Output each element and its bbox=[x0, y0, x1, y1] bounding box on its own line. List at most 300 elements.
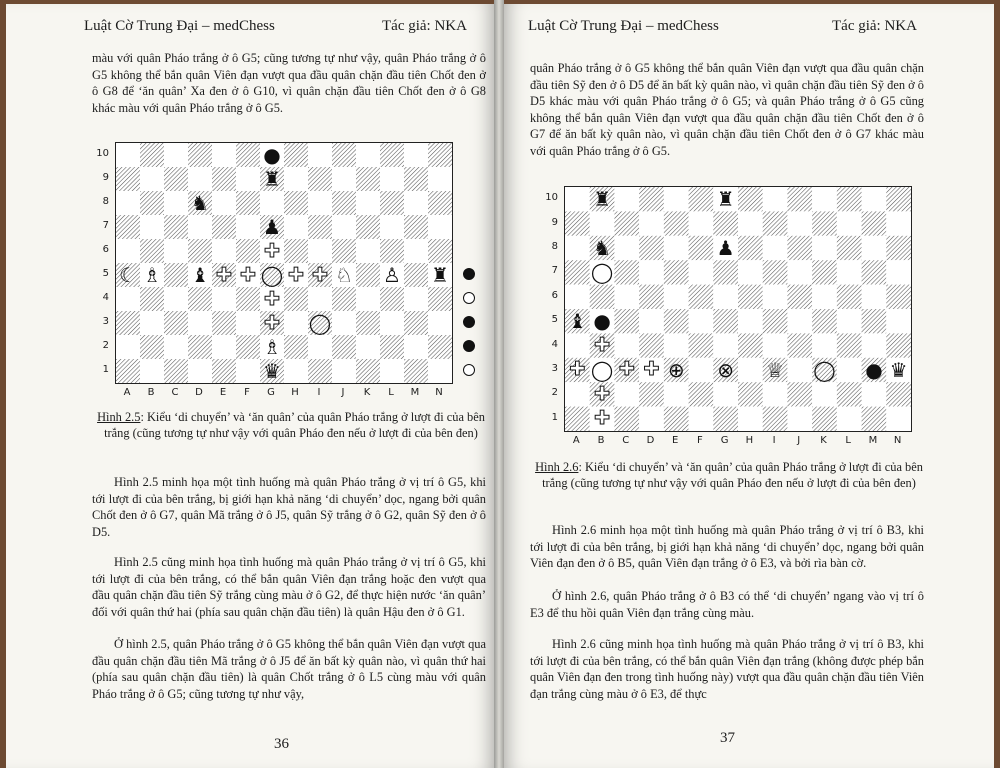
light-square bbox=[664, 187, 689, 211]
dark-square bbox=[664, 407, 689, 431]
dark-square bbox=[837, 333, 862, 357]
move-marker: ✚ bbox=[594, 407, 611, 430]
white-bishop-piece: ♗ bbox=[143, 263, 161, 287]
light-square bbox=[428, 167, 452, 191]
light-square bbox=[639, 309, 664, 333]
figure-caption-text: : Kiểu ‘di chuyển’ và ‘ăn quân’ của quân Pháo trắng ở lượt đi của bên trắng (cũng tương tự như vậy với quân Pháo đen nếu ở lượt đi của bên đen) bbox=[542, 460, 923, 490]
light-square bbox=[664, 236, 689, 260]
dark-square bbox=[639, 285, 664, 309]
file-label: C bbox=[171, 387, 179, 398]
paragraph: Hình 2.5 minh họa một tình huống mà quân Pháo trắng ở vị trí ô G5, khi tới lượt đi của bên trắng, bị giới hạn khả năng ‘di chuyển’ dọc, ngang bởi quân Chốt đen ở ô G7, quân Mã trắng ở ô J5, quân Sỹ trắng ở ô G2, quân Sỹ đen ở ô D5. bbox=[92, 475, 486, 539]
dark-square bbox=[116, 215, 140, 239]
white-ball-piece: ◯ bbox=[308, 311, 332, 335]
dark-square bbox=[332, 143, 356, 167]
dark-square bbox=[639, 333, 664, 357]
light-square bbox=[140, 311, 164, 335]
rank-label: 8 bbox=[102, 196, 109, 207]
dark-square bbox=[738, 333, 763, 357]
file-label: A bbox=[572, 435, 580, 446]
dark-square bbox=[356, 263, 380, 287]
dark-square bbox=[332, 191, 356, 215]
header-author: Tác giả: NKA bbox=[832, 18, 917, 34]
dark-square bbox=[164, 263, 188, 287]
page-number: 36 bbox=[274, 736, 289, 752]
light-square bbox=[837, 407, 862, 431]
light-square bbox=[140, 359, 164, 383]
light-square bbox=[812, 285, 837, 309]
file-label: J bbox=[797, 435, 801, 446]
file-label: E bbox=[219, 387, 227, 398]
light-square bbox=[308, 143, 332, 167]
dark-square bbox=[236, 143, 260, 167]
light-square bbox=[404, 191, 428, 215]
dark-square bbox=[164, 215, 188, 239]
light-square bbox=[886, 211, 911, 235]
light-square bbox=[713, 285, 738, 309]
dark-square bbox=[116, 167, 140, 191]
rank-label: 5 bbox=[551, 314, 558, 326]
dark-square bbox=[404, 359, 428, 383]
dark-square bbox=[713, 260, 738, 284]
light-square bbox=[738, 358, 763, 382]
light-square bbox=[164, 335, 188, 359]
dark-square bbox=[212, 311, 236, 335]
file-label: E bbox=[672, 435, 679, 446]
dark-square bbox=[812, 309, 837, 333]
light-square bbox=[812, 333, 837, 357]
dark-square bbox=[356, 167, 380, 191]
file-label: H bbox=[291, 387, 299, 398]
book-gutter bbox=[494, 0, 504, 768]
light-square bbox=[356, 143, 380, 167]
black-ball-reserve bbox=[463, 268, 475, 280]
light-square bbox=[862, 333, 887, 357]
light-square bbox=[140, 215, 164, 239]
dark-square bbox=[308, 359, 332, 383]
dark-square bbox=[787, 333, 812, 357]
file-label: N bbox=[435, 387, 443, 398]
light-square bbox=[763, 333, 788, 357]
light-square bbox=[738, 407, 763, 431]
light-square bbox=[812, 187, 837, 211]
dark-square bbox=[380, 239, 404, 263]
light-square bbox=[664, 382, 689, 406]
dark-square bbox=[565, 260, 590, 284]
dark-square bbox=[308, 215, 332, 239]
figure-label: Hình 2.5 bbox=[97, 410, 141, 424]
move-marker: ✚ bbox=[264, 239, 280, 262]
light-square bbox=[565, 187, 590, 211]
dark-square bbox=[428, 143, 452, 167]
rank-label: 4 bbox=[102, 292, 109, 303]
light-square bbox=[886, 260, 911, 284]
light-square bbox=[590, 211, 615, 235]
light-square bbox=[862, 187, 887, 211]
dark-square bbox=[738, 285, 763, 309]
light-square bbox=[332, 359, 356, 383]
figure-caption bbox=[96, 410, 486, 441]
light-square bbox=[380, 311, 404, 335]
black-queen-piece: ♛ bbox=[263, 359, 281, 383]
rank-label: 6 bbox=[551, 289, 558, 301]
white-ball-target-piece: ⊕ bbox=[667, 357, 685, 382]
file-label: I bbox=[772, 435, 776, 446]
light-square bbox=[689, 309, 714, 333]
light-square bbox=[236, 359, 260, 383]
dark-square bbox=[236, 287, 260, 311]
rank-label: 10 bbox=[96, 148, 109, 159]
light-square bbox=[356, 287, 380, 311]
dark-square bbox=[787, 285, 812, 309]
dark-square bbox=[664, 260, 689, 284]
paragraph: Hình 2.5 cũng minh họa tình huống mà quân Pháo trắng ở vị trí ô G5, khi tới lượt đi của bên trắng, có thể bắn quân Viên đạn trắng hoặc đen vượt qua đầu quân chặn đầu tiên Sỹ trắng cùng màu ở ô G2, để thực hiện nước ‘ăn quân’ đối với quân thứ hai (phía sau quân chặn đầu tiên) là quân Hậu đen ở ô G1. bbox=[92, 555, 486, 619]
black-rook-piece: ♜ bbox=[593, 187, 612, 212]
light-square bbox=[614, 236, 639, 260]
move-marker: ✚ bbox=[240, 263, 256, 286]
dark-square bbox=[116, 311, 140, 335]
light-square bbox=[188, 311, 212, 335]
light-square bbox=[565, 333, 590, 357]
file-label: I bbox=[317, 387, 321, 398]
rank-label: 3 bbox=[551, 363, 558, 374]
dark-square bbox=[212, 359, 236, 383]
left-page bbox=[6, 4, 496, 768]
dark-square bbox=[284, 287, 308, 311]
light-square bbox=[284, 167, 308, 191]
light-square bbox=[787, 260, 812, 284]
move-marker: ✚ bbox=[264, 311, 280, 334]
light-square bbox=[862, 236, 887, 260]
dark-square bbox=[284, 191, 308, 215]
board-squares bbox=[565, 187, 911, 431]
light-square bbox=[116, 143, 140, 167]
white-ball-reserve bbox=[463, 364, 475, 376]
dark-square bbox=[188, 239, 212, 263]
dark-square bbox=[886, 285, 911, 309]
dark-square bbox=[164, 311, 188, 335]
dark-square bbox=[763, 309, 788, 333]
light-square bbox=[689, 407, 714, 431]
file-label: B bbox=[597, 435, 605, 446]
light-square bbox=[164, 287, 188, 311]
black-advisor-piece: ♝ bbox=[191, 263, 209, 287]
light-square bbox=[236, 167, 260, 191]
move-marker: ✚ bbox=[264, 287, 280, 310]
white-ball-piece: ◯ bbox=[813, 357, 836, 382]
dark-square bbox=[614, 211, 639, 235]
light-square bbox=[140, 167, 164, 191]
light-square bbox=[639, 260, 664, 284]
dark-square bbox=[763, 211, 788, 235]
dark-square bbox=[356, 215, 380, 239]
light-square bbox=[713, 333, 738, 357]
dark-square bbox=[787, 187, 812, 211]
file-label: M bbox=[410, 387, 420, 398]
dark-square bbox=[639, 382, 664, 406]
rank-label: 2 bbox=[551, 387, 558, 399]
rank-label: 9 bbox=[102, 172, 109, 183]
white-pawn-piece: ♙ bbox=[383, 263, 401, 287]
light-square bbox=[664, 333, 689, 357]
light-square bbox=[565, 236, 590, 260]
dark-square bbox=[140, 239, 164, 263]
dark-square bbox=[188, 143, 212, 167]
dark-square bbox=[428, 239, 452, 263]
light-square bbox=[837, 309, 862, 333]
light-square bbox=[763, 285, 788, 309]
light-square bbox=[689, 211, 714, 235]
dark-square bbox=[862, 211, 887, 235]
dark-square bbox=[590, 285, 615, 309]
dark-square bbox=[236, 191, 260, 215]
dark-square bbox=[380, 143, 404, 167]
light-square bbox=[738, 260, 763, 284]
dark-square bbox=[862, 260, 887, 284]
white-advisor-piece: ♗ bbox=[263, 335, 281, 359]
light-square bbox=[212, 239, 236, 263]
light-square bbox=[380, 167, 404, 191]
light-square bbox=[260, 191, 284, 215]
right-page bbox=[502, 4, 994, 768]
black-rook-piece: ♜ bbox=[263, 167, 281, 191]
file-label: K bbox=[820, 435, 827, 446]
light-square bbox=[212, 143, 236, 167]
dark-square bbox=[614, 309, 639, 333]
dark-square bbox=[284, 143, 308, 167]
dark-square bbox=[188, 287, 212, 311]
figure-label: Hình 2.6 bbox=[535, 460, 579, 474]
dark-square bbox=[140, 287, 164, 311]
light-square bbox=[639, 407, 664, 431]
dark-square bbox=[236, 335, 260, 359]
dark-square bbox=[212, 167, 236, 191]
dark-square bbox=[404, 263, 428, 287]
dark-square bbox=[713, 309, 738, 333]
dark-square bbox=[308, 167, 332, 191]
rank-label: 9 bbox=[551, 216, 558, 228]
dark-square bbox=[116, 359, 140, 383]
black-knight-piece: ♞ bbox=[191, 191, 209, 215]
file-label: G bbox=[720, 435, 729, 446]
light-square bbox=[837, 260, 862, 284]
figure-caption bbox=[532, 460, 926, 491]
light-square bbox=[614, 382, 639, 406]
light-square bbox=[614, 285, 639, 309]
dark-square bbox=[404, 167, 428, 191]
file-label: N bbox=[893, 435, 902, 446]
black-rook-piece: ♜ bbox=[716, 187, 735, 212]
dark-square bbox=[689, 187, 714, 211]
dark-square bbox=[380, 191, 404, 215]
dark-square bbox=[713, 407, 738, 431]
black-knight-piece: ♞ bbox=[593, 235, 612, 260]
rank-label: 5 bbox=[102, 268, 109, 279]
file-label: F bbox=[244, 387, 250, 398]
light-square bbox=[614, 187, 639, 211]
light-square bbox=[664, 285, 689, 309]
file-label: D bbox=[195, 387, 203, 398]
dark-square bbox=[886, 333, 911, 357]
light-square bbox=[164, 239, 188, 263]
dark-square bbox=[787, 236, 812, 260]
dark-square bbox=[639, 187, 664, 211]
light-square bbox=[787, 309, 812, 333]
move-marker: ✚ bbox=[288, 263, 304, 286]
light-square bbox=[404, 287, 428, 311]
light-square bbox=[738, 211, 763, 235]
dark-square bbox=[404, 311, 428, 335]
dark-square bbox=[763, 260, 788, 284]
file-label: J bbox=[341, 387, 345, 398]
move-marker: ✚ bbox=[618, 358, 635, 381]
dark-square bbox=[689, 333, 714, 357]
rank-label: 4 bbox=[551, 338, 558, 350]
file-label: L bbox=[845, 435, 851, 446]
dark-square bbox=[565, 407, 590, 431]
move-marker: ✚ bbox=[216, 263, 232, 286]
light-square bbox=[116, 287, 140, 311]
dark-square bbox=[140, 143, 164, 167]
dark-square bbox=[787, 382, 812, 406]
light-square bbox=[404, 239, 428, 263]
light-square bbox=[886, 309, 911, 333]
rank-label: 1 bbox=[102, 364, 109, 375]
light-square bbox=[812, 236, 837, 260]
paragraph: quân Pháo trắng ở ô G5 không thể bắn quân Viên đạn vượt qua đầu quân chặn đầu tiên Sỹ đen ở ô D5 để ăn bất kỳ quân nào, vì quân chặn đầu tiên Sỹ đen ở ô D5 khác màu với quân Pháo trắng ở ô G5; và quân Pháo trắng ở ô G5 cũng không thể bắn quân Viên đạn vượt qua đầu quân chặn đầu tiên Chốt đen ở ô G7 để ăn bất kỳ quân nào, vì quân chặn đầu tiên Chốt đen ở ô G7 khác màu với quân Pháo trắng ở ô G5. bbox=[530, 61, 924, 158]
paragraph: Hình 2.6 cũng minh họa tình huống mà quân Pháo trắng ở vị trí ô B3, khi tới lượt đi của bên trắng, có thể bắn quân Viên đạn trắng (không được phép bắn quân Viên đạn đen trong tình huống này) vượt qua đầu quân chặn đầu tiên Viên đạn trắng cùng màu ở ô E3, để thực bbox=[530, 637, 924, 701]
board-grid bbox=[564, 186, 912, 432]
file-label: D bbox=[646, 435, 655, 446]
light-square bbox=[308, 239, 332, 263]
header-title: Luật Cờ Trung Đại – medChess bbox=[84, 18, 275, 34]
dark-square bbox=[614, 260, 639, 284]
black-ball-piece: ● bbox=[263, 143, 281, 167]
light-square bbox=[862, 382, 887, 406]
chess-board-figure-2-5 bbox=[93, 142, 483, 404]
file-label: A bbox=[123, 387, 131, 398]
dark-square bbox=[738, 236, 763, 260]
dark-square bbox=[380, 287, 404, 311]
dark-square bbox=[886, 382, 911, 406]
dark-square bbox=[332, 287, 356, 311]
light-square bbox=[332, 215, 356, 239]
header-author: Tác giả: NKA bbox=[382, 18, 467, 34]
dark-square bbox=[812, 407, 837, 431]
dark-square bbox=[886, 236, 911, 260]
dark-square bbox=[380, 335, 404, 359]
light-square bbox=[188, 359, 212, 383]
dark-square bbox=[713, 211, 738, 235]
light-square bbox=[639, 211, 664, 235]
light-square bbox=[428, 311, 452, 335]
move-marker: ✚ bbox=[312, 263, 328, 286]
dark-square bbox=[886, 187, 911, 211]
dark-square bbox=[212, 215, 236, 239]
light-square bbox=[236, 215, 260, 239]
dark-square bbox=[188, 335, 212, 359]
dark-square bbox=[664, 211, 689, 235]
dark-square bbox=[689, 382, 714, 406]
white-knight-piece: ♘ bbox=[335, 263, 353, 287]
light-square bbox=[356, 239, 380, 263]
dark-square bbox=[837, 382, 862, 406]
light-square bbox=[763, 236, 788, 260]
rank-label: 3 bbox=[102, 316, 109, 327]
dark-square bbox=[664, 309, 689, 333]
dark-square bbox=[738, 382, 763, 406]
light-square bbox=[787, 211, 812, 235]
light-square bbox=[116, 191, 140, 215]
light-square bbox=[787, 407, 812, 431]
figure-caption-text: : Kiểu ‘di chuyển’ và ‘ăn quân’ của quân Pháo trắng ở lượt đi của bên trắng (cũng tương tự như vậy với quân Pháo đen nếu ở lượt đi của bên đen) bbox=[104, 410, 485, 440]
light-square bbox=[689, 260, 714, 284]
move-marker: ✚ bbox=[643, 358, 660, 381]
light-square bbox=[837, 211, 862, 235]
black-ball-reserve bbox=[463, 340, 475, 352]
dark-square bbox=[565, 211, 590, 235]
black-ball-reserve bbox=[463, 316, 475, 328]
light-square bbox=[284, 359, 308, 383]
light-square bbox=[837, 358, 862, 382]
paragraph: màu với quân Pháo trắng ở ô G5; cũng tương tự như vậy, quân Pháo trắng ở ô G5 không thể bắn quân Viên đạn vượt qua đầu quân chặn đầu tiên Chốt đen ở ô G8 để ‘ăn quân’ Xa đen ở ô G10, vì quân chặn đầu tiên Chốt đen ở ô G8 khác màu với quân Pháo trắng ở ô G5. bbox=[92, 51, 486, 115]
rank-label: 8 bbox=[551, 241, 558, 252]
black-pawn-piece: ♟ bbox=[263, 215, 281, 239]
rank-label: 10 bbox=[545, 192, 558, 204]
light-square bbox=[886, 407, 911, 431]
black-queen-piece: ♛ bbox=[889, 357, 908, 382]
dark-square bbox=[428, 191, 452, 215]
dark-square bbox=[812, 260, 837, 284]
rank-label: 7 bbox=[551, 265, 558, 277]
black-rook-piece: ♜ bbox=[431, 263, 449, 287]
file-label: C bbox=[622, 435, 630, 446]
light-square bbox=[236, 311, 260, 335]
light-square bbox=[812, 382, 837, 406]
light-square bbox=[188, 215, 212, 239]
light-square bbox=[689, 358, 714, 382]
light-square bbox=[738, 309, 763, 333]
dark-square bbox=[284, 335, 308, 359]
light-square bbox=[565, 382, 590, 406]
white-cannon-piece: ◯ bbox=[590, 357, 614, 382]
light-square bbox=[308, 335, 332, 359]
dark-square bbox=[404, 215, 428, 239]
dark-square bbox=[689, 236, 714, 260]
paragraph: Hình 2.6 minh họa một tình huống mà quân Pháo trắng ở vị trí ô B3, khi tới lượt đi của bên trắng, bị giới hạn khả năng ‘di chuyển’ dọc, ngang bởi quân Viên đạn đen ở ô B5, quân Viên đạn trắng ở ô E3, và bởi rìa bàn cờ. bbox=[530, 523, 924, 571]
white-ball-piece: ◯ bbox=[590, 260, 614, 285]
light-square bbox=[116, 239, 140, 263]
page-number: 37 bbox=[720, 730, 735, 746]
dark-square bbox=[332, 335, 356, 359]
light-square bbox=[164, 143, 188, 167]
black-ball-piece: ● bbox=[593, 309, 611, 334]
file-label: G bbox=[267, 387, 275, 398]
dark-square bbox=[356, 311, 380, 335]
light-square bbox=[763, 382, 788, 406]
dark-square bbox=[428, 287, 452, 311]
rank-label: 6 bbox=[102, 244, 109, 255]
dark-square bbox=[862, 309, 887, 333]
paragraph: Ở hình 2.6, quân Pháo trắng ở ô B3 có thể ‘di chuyển’ ngang vào vị trí ô E3 để thu hồi quân Viên đạn trắng cùng màu. bbox=[530, 589, 924, 620]
dark-square bbox=[837, 236, 862, 260]
black-advisor-piece: ♝ bbox=[568, 309, 587, 334]
light-square bbox=[565, 285, 590, 309]
light-square bbox=[212, 191, 236, 215]
white-cannon-piece: ◯ bbox=[260, 263, 284, 287]
dark-square bbox=[812, 211, 837, 235]
dark-square bbox=[164, 167, 188, 191]
light-square bbox=[356, 191, 380, 215]
